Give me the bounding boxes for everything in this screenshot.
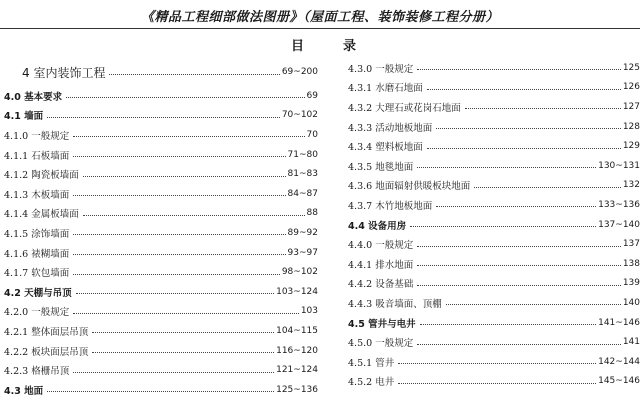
toc-entry[interactable] [344, 117, 640, 137]
toc-entry[interactable] [344, 215, 640, 235]
toc-entry[interactable] [0, 380, 318, 400]
toc-entry[interactable] [344, 254, 640, 274]
toc-entry-page: 128 [622, 121, 640, 132]
toc-entry-page: 98~102 [281, 267, 318, 278]
toc-entry-page: 116~120 [276, 345, 318, 356]
toc-entry-label: 4.3 地面 [4, 385, 44, 397]
toc-leader-dots [398, 363, 596, 364]
toc-entry-label: 4.4 设备用房 [348, 220, 407, 232]
toc-entry[interactable] [0, 184, 318, 204]
toc-leader-dots [465, 108, 621, 109]
toc-entry-page: 71~80 [287, 149, 318, 160]
toc-leader-dots [436, 206, 596, 207]
toc-entry[interactable] [344, 176, 640, 196]
toc-entry-page: 125 [622, 62, 640, 73]
toc-leader-dots [73, 372, 274, 373]
toc-entry-page: 93~97 [287, 247, 318, 258]
toc-entry[interactable] [0, 58, 318, 86]
toc-entry[interactable] [0, 302, 318, 322]
toc-entry-label: 4.1.1 石板墙面 [4, 150, 70, 162]
toc-entry-page: 127 [622, 101, 640, 112]
toc-entry-label: 4.3.5 地毯地面 [348, 161, 414, 173]
toc-entry-label: 4.2.2 板块面层吊顶 [4, 346, 89, 358]
toc-leader-dots [73, 136, 304, 137]
toc-entry-page: 138 [622, 258, 640, 269]
toc-entry-page: 137~140 [598, 219, 640, 230]
toc-entry-label: 4.3.7 木竹地板地面 [348, 200, 433, 212]
toc-leader-dots [398, 383, 596, 384]
toc-leader-dots [417, 344, 621, 345]
toc-entry-page: 89~92 [287, 227, 318, 238]
toc-leader-dots [47, 117, 280, 118]
toc-entry[interactable] [0, 282, 318, 302]
toc-entry-label: 4.4.3 吸音墙面、顶棚 [348, 298, 442, 310]
toc-entry-page: 103 [300, 306, 318, 317]
toc-entry-label: 4.5.0 一般规定 [348, 338, 414, 350]
toc-leader-dots [417, 69, 621, 70]
toc-entry-page: 132 [622, 180, 640, 191]
header-divider [0, 28, 640, 29]
toc-entry-label: 4.1.6 裱糊墙面 [4, 248, 70, 260]
toc-entry-label: 4.2.3 格栅吊顶 [4, 366, 70, 378]
toc-leader-dots [76, 293, 274, 294]
toc-leader-dots [436, 128, 621, 129]
toc-entry-label: 4.1.4 金属板墙面 [4, 209, 79, 221]
toc-entry-page: 133~136 [598, 199, 640, 210]
toc-entry[interactable] [0, 262, 318, 282]
toc-entry-page: 140 [622, 297, 640, 308]
toc-leader-dots [427, 148, 621, 149]
toc-entry-page: 121~124 [276, 365, 318, 376]
toc-entry-label: 4.2.0 一般规定 [4, 307, 70, 319]
toc-leader-dots [73, 313, 299, 314]
toc-heading-right: 录 [343, 39, 357, 54]
toc-entry-label: 4.5 管井与电井 [348, 318, 416, 330]
toc-entry[interactable] [344, 58, 640, 78]
toc-entry[interactable] [0, 164, 318, 184]
toc-entry[interactable] [0, 204, 318, 224]
toc-left-column [0, 58, 318, 400]
toc-right-column [344, 58, 640, 391]
toc-entry[interactable] [344, 372, 640, 392]
toc-entry-page: 70 [306, 129, 318, 140]
toc-leader-dots [417, 265, 621, 266]
toc-entry[interactable] [344, 313, 640, 333]
toc-entry-label: 4.5.1 管井 [348, 357, 395, 369]
toc-leader-dots [417, 285, 621, 286]
toc-leader-dots [66, 97, 304, 98]
toc-entry-label: 4.3.1 水磨石地面 [348, 83, 423, 95]
toc-entry-label: 4.3.4 塑料板地面 [348, 142, 423, 154]
toc-leader-dots [474, 187, 621, 188]
toc-entry[interactable] [344, 78, 640, 98]
toc-entry-label: 4.1.2 陶瓷板墙面 [4, 170, 79, 182]
toc-leader-dots [73, 234, 285, 235]
toc-leader-dots [417, 167, 596, 168]
toc-entry-label: 4.1.0 一般规定 [4, 130, 70, 142]
document-title: 《精品工程细部做法图册》（屋面工程、装饰装修工程分册） [140, 10, 499, 25]
toc-entry-label: 4.4.0 一般规定 [348, 240, 414, 252]
toc-entry-label: 4.2.1 整体面层吊顶 [4, 326, 89, 338]
toc-entry[interactable] [344, 293, 640, 313]
toc-entry-label: 4.5.2 电井 [348, 377, 395, 389]
toc-entry[interactable] [0, 145, 318, 165]
toc-entry-page: 125~136 [276, 384, 318, 395]
toc-entry[interactable] [344, 156, 640, 176]
toc-entry-page: 103~124 [276, 286, 318, 297]
toc-entry[interactable] [344, 97, 640, 117]
toc-leader-dots [410, 226, 596, 227]
toc-entry-page: 126 [622, 82, 640, 93]
toc-entry-label: 4.3.3 活动地板地面 [348, 122, 433, 134]
toc-entry-page: 104~115 [276, 325, 318, 336]
toc-entry-label: 4.3.2 大理石或花岗石地面 [348, 102, 461, 114]
toc-leader-dots [83, 215, 305, 216]
toc-entry-label: 4 室内装饰工程 [22, 65, 106, 80]
toc-entry-page: 70~102 [281, 110, 318, 121]
toc-entry[interactable] [344, 352, 640, 372]
toc-entry[interactable] [344, 136, 640, 156]
toc-entry-page: 145~146 [598, 376, 640, 387]
toc-leader-dots [92, 332, 274, 333]
toc-entry-label: 4.2 天棚与吊顶 [4, 287, 72, 299]
toc-leader-dots [446, 304, 621, 305]
toc-entry-page: 129 [622, 141, 640, 152]
toc-entry-page: 141~146 [598, 317, 640, 328]
toc-leader-dots [417, 246, 621, 247]
toc-leader-dots [427, 89, 621, 90]
toc-entry-label: 4.1.3 木板墙面 [4, 189, 70, 201]
toc-leader-dots [420, 324, 596, 325]
toc-entry[interactable] [344, 234, 640, 254]
toc-leader-dots [47, 391, 274, 392]
toc-entry-label: 4.0 基本要求 [4, 91, 63, 103]
toc-entry-label: 4.1 墙面 [4, 111, 44, 123]
toc-entry-page: 69~200 [281, 67, 318, 77]
toc-entry-page: 81~83 [287, 169, 318, 180]
toc-leader-dots [73, 195, 285, 196]
toc-entry[interactable] [0, 341, 318, 361]
toc-entry-page: 142~144 [598, 356, 640, 367]
toc-leader-dots [109, 74, 279, 75]
toc-leader-dots [73, 156, 285, 157]
toc-entry[interactable] [0, 106, 318, 126]
toc-heading-left: 目 [291, 39, 305, 54]
toc-leader-dots [73, 254, 285, 255]
toc-entry[interactable] [344, 274, 640, 294]
toc-entry-label: 4.3.6 地面辐射供暖板块地面 [348, 181, 471, 193]
toc-entry-label: 4.1.5 涂饰墙面 [4, 228, 70, 240]
toc-entry[interactable] [0, 321, 318, 341]
toc-entry-page: 141 [622, 337, 640, 348]
toc-entry[interactable] [0, 125, 318, 145]
toc-entry[interactable] [0, 243, 318, 263]
toc-entry-page: 137 [622, 239, 640, 250]
toc-entry[interactable] [344, 332, 640, 352]
toc-leader-dots [92, 352, 274, 353]
toc-entry-label: 4.4.1 排水地面 [348, 259, 414, 271]
toc-entry-page: 139 [622, 278, 640, 289]
toc-entry-label: 4.1.7 软包墙面 [4, 268, 70, 280]
toc-entry[interactable] [344, 195, 640, 215]
toc-entry[interactable] [0, 86, 318, 106]
toc-entry-label: 4.4.2 设备基础 [348, 279, 414, 291]
toc-entry-label: 4.3.0 一般规定 [348, 63, 414, 75]
toc-entry[interactable] [0, 360, 318, 380]
toc-entry[interactable] [0, 223, 318, 243]
toc-entry-page: 88 [306, 208, 318, 219]
toc-entry-page: 130~131 [598, 160, 640, 171]
toc-entry-page: 69 [306, 90, 318, 101]
toc-leader-dots [73, 274, 280, 275]
toc-leader-dots [83, 176, 286, 177]
toc-entry-page: 84~87 [287, 188, 318, 199]
